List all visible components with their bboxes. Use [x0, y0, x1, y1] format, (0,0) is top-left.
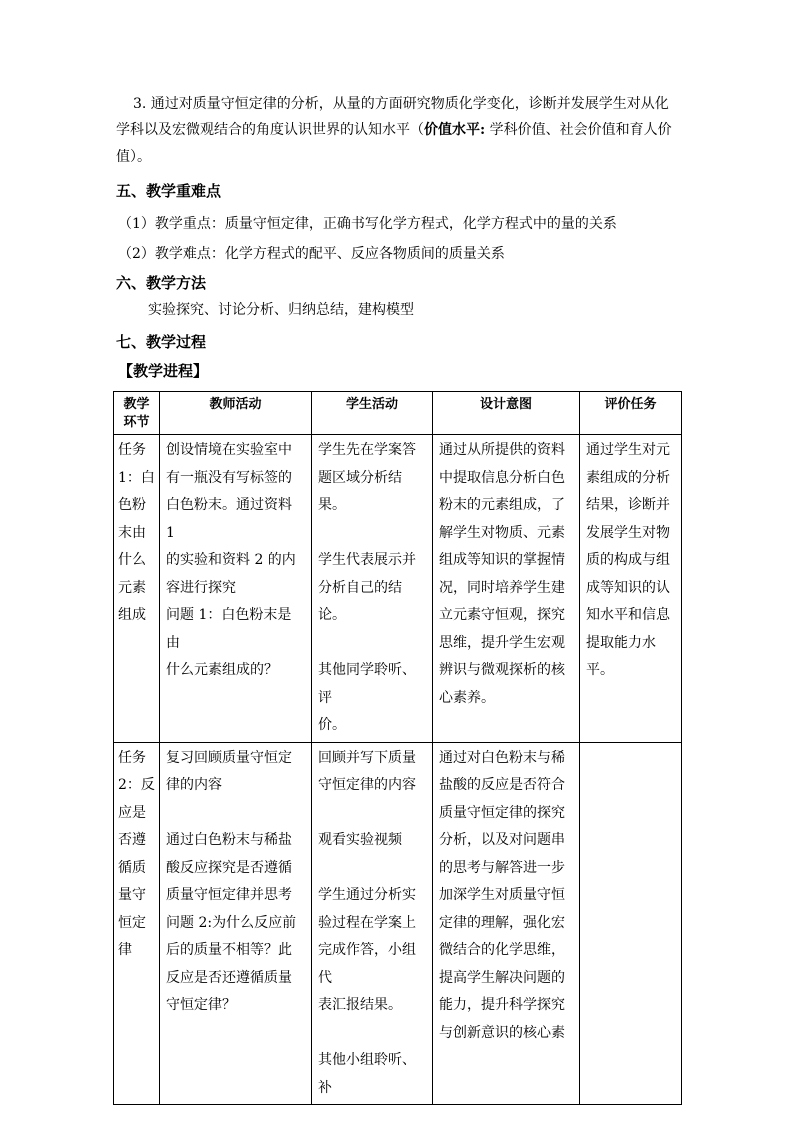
cell-line: 结果，诊断并: [586, 497, 670, 513]
cell-line: 立元素守恒观，探究: [439, 607, 565, 623]
section-5-item-2: （2）教学难点：化学方程式的配平、反应各物质间的质量关系: [118, 246, 505, 262]
cell-line: 学生代表展示并: [318, 552, 416, 568]
header-stage-line-2: 环节: [123, 415, 150, 430]
header-design: 设计意图: [433, 392, 580, 435]
cell-line: 辨识与微观探析的核: [439, 662, 565, 678]
cell-line: 盐酸的反应是否符合: [439, 777, 565, 793]
cell-line: 守恒定律的内容: [318, 777, 416, 793]
cell-line: 任务: [118, 442, 146, 458]
cell-line: [166, 800, 305, 828]
cell-line: 有一瓶没有写标签的: [166, 469, 292, 486]
row-2-teacher: [160, 742, 312, 1105]
cell-line: 量守: [118, 887, 146, 903]
intro-line-3: 值）。: [116, 149, 151, 165]
cell-line: 知水平和信息: [586, 607, 670, 623]
cell-line: 素组成的分析: [586, 469, 670, 486]
cell-line: 反应是否还遵循质量: [166, 969, 292, 986]
header-stage: [114, 392, 160, 435]
header-eval: 评价任务: [580, 392, 682, 435]
row-2-stage: [114, 742, 160, 1105]
cell-line: 分析，以及对问题串: [439, 832, 565, 848]
cell-line: 思维，提升学生宏观: [439, 634, 565, 651]
cell-line: 通过白色粉末与稀盐: [166, 832, 292, 848]
cell-line: [318, 1020, 426, 1048]
cell-line: [318, 855, 426, 883]
lesson-process-table: [113, 391, 682, 1105]
cell-line: 学生通过分析实: [318, 887, 416, 903]
cell-line: 问题 1：白色粉末是由: [166, 607, 292, 651]
cell-line: 提高学生解决问题的: [439, 969, 565, 986]
row-1-teacher: [160, 435, 312, 743]
cell-line: 题区域分析结果。: [318, 469, 402, 513]
row-2-eval: [580, 742, 682, 1105]
cell-line: [318, 630, 426, 658]
header-student: 学生活动: [312, 392, 433, 435]
cell-line: 解学生对物质、元素: [439, 524, 565, 541]
cell-line: 其他同学聆听、评: [318, 662, 416, 706]
cell-line: 色粉: [118, 497, 146, 513]
cell-line: 微结合的化学思维，: [439, 942, 565, 958]
cell-line: 的实验和资料 2 的内: [166, 552, 296, 568]
table-row: [114, 742, 682, 1105]
cell-line: 其他小组聆听、补: [318, 1052, 416, 1096]
cell-line: 问题 2:为什么反应前: [166, 914, 297, 931]
cell-line: 白色粉末。通过资料 1: [166, 497, 292, 541]
row-1-stage: [114, 435, 160, 743]
cell-line: 守恒定律？: [166, 997, 236, 1013]
cell-line: 律的内容: [166, 777, 222, 793]
cell-line: 分析自己的结论。: [318, 579, 402, 623]
cell-line: 通过从所提供的资料: [439, 442, 565, 458]
cell-line: 2：反: [118, 777, 155, 793]
cell-line: 组成等知识的掌握情: [439, 552, 565, 568]
cell-line: 能力，提升科学探究: [439, 997, 565, 1013]
cell-line: 任务: [118, 749, 146, 766]
cell-line: 1：白: [118, 469, 155, 486]
cell-line: 酸反应探究是否遵循: [166, 859, 292, 876]
section-6-heading: 六、教学方法: [116, 274, 207, 292]
cell-line: 末由: [118, 524, 146, 541]
cell-line: 加深学生对质量守恒: [439, 887, 565, 903]
cell-line: 后的质量不相等？此: [166, 942, 292, 958]
cell-line: 成等知识的认: [586, 579, 670, 596]
cell-line: 通过对白色粉末与稀: [439, 749, 565, 766]
cell-line: 的思考与解答进一步: [439, 859, 565, 876]
cell-line: 验过程在学案上: [318, 914, 416, 931]
cell-line: 组成: [118, 607, 146, 623]
cell-line: 律: [118, 942, 132, 958]
cell-line: 什么: [118, 552, 146, 568]
cell-line: 质量守恒定律并思考: [166, 887, 292, 903]
section-7-heading: 七、教学过程: [116, 333, 207, 351]
cell-line: 心素养。: [439, 689, 495, 706]
cell-line: 否遵: [118, 832, 146, 848]
cell-line: 复习回顾质量守恒定: [166, 749, 292, 766]
cell-line: 况，同时培养学生建: [439, 579, 565, 596]
intro-line-2: [116, 117, 672, 143]
cell-line: 观看实验视频: [318, 832, 402, 848]
intro-line-1: 3. 通过对质量守恒定律的分析，从量的方面研究物质化学变化，诊断并发展学生对从化: [133, 96, 669, 112]
cell-line: 应是: [118, 804, 146, 821]
section-6-body: 实验探究、讨论分析、归纳总结，建构模型: [148, 302, 414, 318]
cell-line: 回顾并写下质量: [318, 749, 416, 766]
cell-line: 提取能力水平。: [586, 634, 656, 678]
cell-line: 完成作答，小组代: [318, 942, 416, 986]
cell-line: 价。: [318, 717, 346, 733]
row-2-design: [433, 742, 580, 1105]
section-7-subheading: 【教学进程】: [118, 362, 209, 380]
section-5-item-1: （1）教学重点：质量守恒定律，正确书写化学方程式，化学方程式中的量的关系: [118, 216, 617, 232]
cell-line: 恒定: [118, 914, 146, 931]
cell-line: 循质: [118, 859, 146, 876]
cell-line: 质的构成与组: [586, 552, 670, 568]
section-5-heading: 五、教学重难点: [116, 182, 222, 200]
cell-line: 学生先在学案答: [318, 442, 416, 458]
intro-line-2-text-a: 学科以及宏微观结合的角度认识世界的认知水平（: [116, 122, 424, 138]
cell-line: 定律的理解，强化宏: [439, 914, 565, 931]
cell-line: 粉末的元素组成，了: [439, 497, 565, 513]
cell-line: 表汇报结果。: [318, 997, 402, 1013]
cell-line: 中提取信息分析白色: [439, 469, 565, 486]
row-1-student: [312, 435, 433, 743]
cell-line: 通过学生对元: [586, 442, 670, 458]
cell-line: 容进行探究: [166, 579, 236, 596]
cell-line: [318, 520, 426, 548]
intro-line-2-text-b: 学科价值、社会价值和育人价: [485, 122, 672, 138]
header-teacher: 教师活动: [160, 392, 312, 435]
cell-line: 质量守恒定律的探究: [439, 804, 565, 821]
header-stage-line-1: 教学: [123, 397, 150, 412]
cell-line: 与创新意识的核心素: [439, 1024, 565, 1041]
row-2-student: [312, 742, 433, 1105]
cell-line: 什么元素组成的？: [166, 662, 278, 678]
row-1-design: [433, 435, 580, 743]
cell-line: 元素: [118, 579, 146, 596]
intro-line-2-bold: 价值水平:: [424, 122, 486, 138]
table-header-row: [114, 392, 682, 435]
table-row: [114, 435, 682, 743]
cell-line: 创设情境在实验室中: [166, 442, 292, 458]
cell-line: [318, 800, 426, 828]
row-1-eval: [580, 435, 682, 743]
cell-line: 发展学生对物: [586, 524, 670, 541]
